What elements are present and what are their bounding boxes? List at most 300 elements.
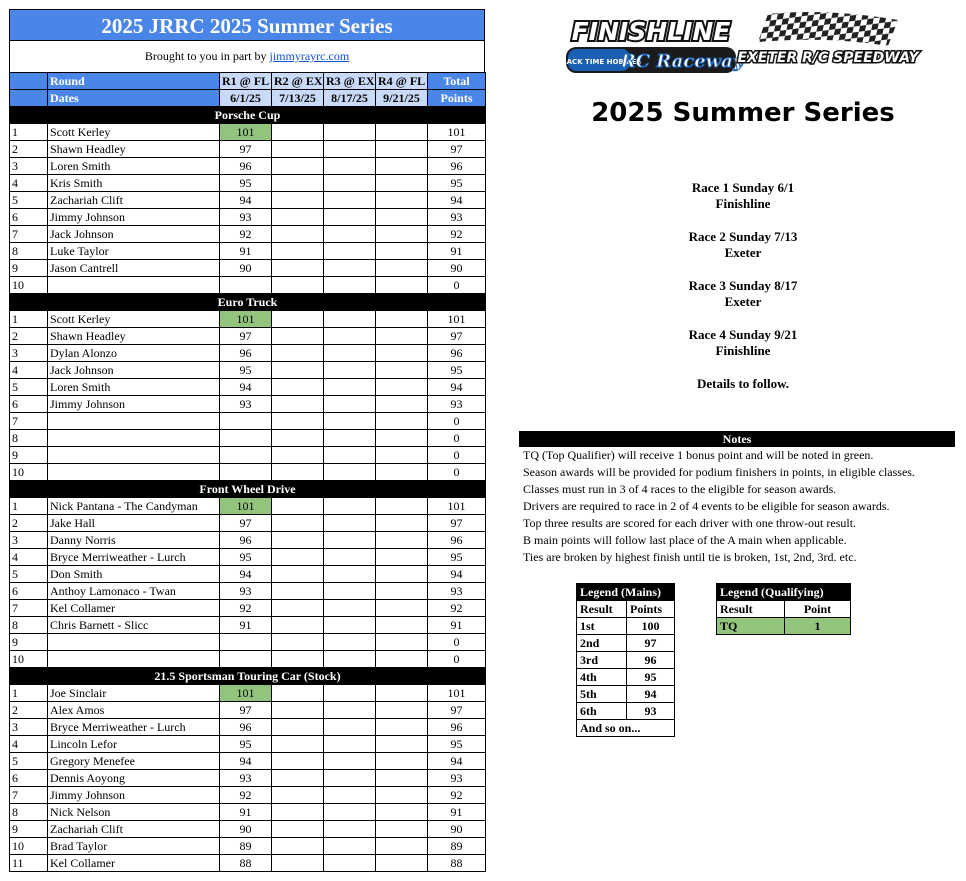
legend-result: 4th bbox=[577, 669, 627, 686]
driver-cell bbox=[48, 413, 220, 430]
driver-cell: Dylan Alonzo bbox=[48, 345, 220, 362]
r3-points-cell bbox=[324, 260, 376, 277]
r2-points-cell bbox=[272, 651, 324, 668]
table-row bbox=[10, 804, 486, 821]
r4-points-cell bbox=[376, 702, 428, 719]
race-item bbox=[520, 327, 966, 359]
driver-cell bbox=[48, 464, 220, 481]
r3-points-cell bbox=[324, 583, 376, 600]
driver-cell: Alex Amos bbox=[48, 702, 220, 719]
driver-cell: Lincoln Lefor bbox=[48, 736, 220, 753]
legend-result: 5th bbox=[577, 686, 627, 703]
race-date: Race 4 Sunday 9/21 bbox=[688, 327, 798, 342]
position-cell: 6 bbox=[10, 396, 48, 413]
r2-points-cell bbox=[272, 753, 324, 770]
round-r3: R3 @ EX bbox=[324, 73, 376, 90]
note-line: Ties are broken by highest finish until tie is broken, 1st, 2nd, 3rd. etc. bbox=[523, 550, 857, 564]
total-points-cell: 96 bbox=[428, 719, 486, 736]
driver-cell: Loren Smith bbox=[48, 379, 220, 396]
position-cell: 1 bbox=[10, 311, 48, 328]
r4-points-cell bbox=[376, 464, 428, 481]
table-row bbox=[10, 362, 486, 379]
total-points-cell: 0 bbox=[428, 464, 486, 481]
date-r3: 8/17/25 bbox=[324, 90, 376, 107]
r2-points-cell bbox=[272, 379, 324, 396]
table-row bbox=[10, 634, 486, 651]
table-row bbox=[10, 549, 486, 566]
driver-cell: Dennis Aoyong bbox=[48, 770, 220, 787]
standings-sheet bbox=[9, 9, 485, 872]
r3-points-cell bbox=[324, 464, 376, 481]
r2-points-cell bbox=[272, 685, 324, 702]
position-cell: 1 bbox=[10, 498, 48, 515]
table-row bbox=[10, 855, 486, 872]
section-header bbox=[10, 294, 486, 311]
sponsor-link[interactable]: jimmyrayrc.com bbox=[269, 49, 350, 63]
r3-points-cell bbox=[324, 124, 376, 141]
driver-cell: Don Smith bbox=[48, 566, 220, 583]
r2-points-cell bbox=[272, 855, 324, 872]
r1-points-cell: 93 bbox=[220, 209, 272, 226]
r2-points-cell bbox=[272, 430, 324, 447]
round-label: Round bbox=[48, 73, 220, 90]
r2-points-cell bbox=[272, 566, 324, 583]
driver-cell: Zachariah Clift bbox=[48, 192, 220, 209]
driver-cell: Bryce Merriweather - Lurch bbox=[48, 719, 220, 736]
total-points-cell: 95 bbox=[428, 362, 486, 379]
note-line: Drivers are required to race in 2 of 4 events to be eligible for season awards. bbox=[523, 499, 890, 513]
r3-points-cell bbox=[324, 175, 376, 192]
table-row bbox=[10, 328, 486, 345]
table-row bbox=[10, 753, 486, 770]
table-row bbox=[10, 260, 486, 277]
round-r4: R4 @ FL bbox=[376, 73, 428, 90]
table-row bbox=[10, 226, 486, 243]
total-points-cell: 101 bbox=[428, 498, 486, 515]
r1-points-cell: 101 bbox=[220, 124, 272, 141]
table-row bbox=[10, 158, 486, 175]
r1-points-cell: 96 bbox=[220, 345, 272, 362]
r4-points-cell bbox=[376, 141, 428, 158]
r1-points-cell bbox=[220, 651, 272, 668]
r4-points-cell bbox=[376, 804, 428, 821]
driver-cell: Jimmy Johnson bbox=[48, 787, 220, 804]
r2-points-cell bbox=[272, 260, 324, 277]
r4-points-cell bbox=[376, 175, 428, 192]
r1-points-cell: 93 bbox=[220, 770, 272, 787]
r4-points-cell bbox=[376, 787, 428, 804]
table-row bbox=[10, 175, 486, 192]
date-r1: 6/1/25 bbox=[220, 90, 272, 107]
r3-points-cell bbox=[324, 685, 376, 702]
r3-points-cell bbox=[324, 209, 376, 226]
r2-points-cell bbox=[272, 243, 324, 260]
r2-points-cell bbox=[272, 804, 324, 821]
r1-points-cell: 93 bbox=[220, 396, 272, 413]
r4-points-cell bbox=[376, 260, 428, 277]
r4-points-cell bbox=[376, 498, 428, 515]
r1-points-cell: 92 bbox=[220, 787, 272, 804]
driver-cell: Jason Cantrell bbox=[48, 260, 220, 277]
points-label: Points bbox=[428, 90, 486, 107]
note-line: Classes must run in 3 of 4 races to the eligible for season awards. bbox=[523, 482, 837, 496]
table-row bbox=[10, 345, 486, 362]
total-points-cell: 95 bbox=[428, 549, 486, 566]
dates-label: Dates bbox=[48, 90, 220, 107]
position-cell: 5 bbox=[10, 753, 48, 770]
r2-points-cell bbox=[272, 209, 324, 226]
r4-points-cell bbox=[376, 719, 428, 736]
r3-points-cell bbox=[324, 379, 376, 396]
total-points-cell: 0 bbox=[428, 447, 486, 464]
driver-cell: Bryce Merriweather - Lurch bbox=[48, 549, 220, 566]
table-row bbox=[10, 447, 486, 464]
position-cell: 7 bbox=[10, 226, 48, 243]
r3-points-cell bbox=[324, 600, 376, 617]
r3-points-cell bbox=[324, 719, 376, 736]
r2-points-cell bbox=[272, 447, 324, 464]
r1-points-cell bbox=[220, 464, 272, 481]
table-row bbox=[10, 736, 486, 753]
race-item bbox=[520, 229, 966, 261]
r1-points-cell: 96 bbox=[220, 719, 272, 736]
legend-mains-title: Legend (Mains) bbox=[577, 584, 675, 601]
driver-cell: Scott Kerley bbox=[48, 311, 220, 328]
r4-points-cell bbox=[376, 634, 428, 651]
r4-points-cell bbox=[376, 396, 428, 413]
total-points-cell: 101 bbox=[428, 685, 486, 702]
r4-points-cell bbox=[376, 736, 428, 753]
r4-points-cell bbox=[376, 770, 428, 787]
standings-table bbox=[9, 72, 486, 872]
r4-points-cell bbox=[376, 158, 428, 175]
driver-cell: Joe Sinclair bbox=[48, 685, 220, 702]
r2-points-cell bbox=[272, 396, 324, 413]
r1-points-cell: 94 bbox=[220, 192, 272, 209]
r4-points-cell bbox=[376, 549, 428, 566]
r2-points-cell bbox=[272, 175, 324, 192]
r3-points-cell bbox=[324, 566, 376, 583]
r1-points-cell: 101 bbox=[220, 685, 272, 702]
table-row bbox=[10, 787, 486, 804]
r3-points-cell bbox=[324, 498, 376, 515]
position-cell: 9 bbox=[10, 634, 48, 651]
position-cell: 2 bbox=[10, 515, 48, 532]
r4-points-cell bbox=[376, 413, 428, 430]
r1-points-cell: 91 bbox=[220, 243, 272, 260]
r1-points-cell: 97 bbox=[220, 515, 272, 532]
total-points-cell: 97 bbox=[428, 515, 486, 532]
r4-points-cell bbox=[376, 651, 428, 668]
date-r4: 9/21/25 bbox=[376, 90, 428, 107]
r2-points-cell bbox=[272, 532, 324, 549]
r3-points-cell bbox=[324, 413, 376, 430]
r3-points-cell bbox=[324, 430, 376, 447]
r1-points-cell: 94 bbox=[220, 753, 272, 770]
r2-points-cell bbox=[272, 158, 324, 175]
position-cell: 7 bbox=[10, 600, 48, 617]
driver-cell: Jake Hall bbox=[48, 515, 220, 532]
driver-cell: Shawn Headley bbox=[48, 141, 220, 158]
total-points-cell: 97 bbox=[428, 328, 486, 345]
position-cell: 6 bbox=[10, 209, 48, 226]
race-item bbox=[520, 278, 966, 310]
r1-points-cell: 94 bbox=[220, 379, 272, 396]
total-points-cell: 97 bbox=[428, 702, 486, 719]
r2-points-cell bbox=[272, 226, 324, 243]
legend-qualifying bbox=[716, 583, 851, 635]
driver-cell: Shawn Headley bbox=[48, 328, 220, 345]
r4-points-cell bbox=[376, 515, 428, 532]
r1-points-cell: 95 bbox=[220, 736, 272, 753]
r2-points-cell bbox=[272, 702, 324, 719]
driver-cell: Jack Johnson bbox=[48, 226, 220, 243]
section-header bbox=[10, 668, 486, 685]
r3-points-cell bbox=[324, 345, 376, 362]
sponsor-prefix: Brought to you in part by bbox=[144, 49, 270, 63]
position-cell: 1 bbox=[10, 685, 48, 702]
r2-points-cell bbox=[272, 141, 324, 158]
finishline-sponsor-text: TRACK TIME HOBBIES bbox=[556, 58, 642, 66]
table-row bbox=[10, 192, 486, 209]
r3-points-cell bbox=[324, 141, 376, 158]
note-line: TQ (Top Qualifier) will receive 1 bonus point and will be noted in green. bbox=[523, 448, 874, 462]
r4-points-cell bbox=[376, 532, 428, 549]
total-points-cell: 91 bbox=[428, 617, 486, 634]
legend-points: 97 bbox=[627, 635, 675, 652]
r4-points-cell bbox=[376, 617, 428, 634]
r4-points-cell bbox=[376, 226, 428, 243]
r1-points-cell: 96 bbox=[220, 532, 272, 549]
table-row bbox=[10, 413, 486, 430]
r2-points-cell bbox=[272, 277, 324, 294]
note-line: B main points will follow last place of the A main when applicable. bbox=[523, 533, 847, 547]
driver-cell: Zachariah Clift bbox=[48, 821, 220, 838]
legend-qual-col-point: Point bbox=[785, 601, 851, 618]
r1-points-cell: 93 bbox=[220, 583, 272, 600]
sponsor-line bbox=[9, 41, 485, 72]
driver-cell: Brad Taylor bbox=[48, 838, 220, 855]
r4-points-cell bbox=[376, 328, 428, 345]
table-row bbox=[10, 311, 486, 328]
position-cell: 5 bbox=[10, 379, 48, 396]
position-cell: 6 bbox=[10, 583, 48, 600]
r2-points-cell bbox=[272, 736, 324, 753]
race-date: Race 3 Sunday 8/17 bbox=[688, 278, 798, 293]
finishline-sub-text: RC Raceway bbox=[620, 51, 744, 72]
position-cell: 8 bbox=[10, 430, 48, 447]
r1-points-cell bbox=[220, 447, 272, 464]
total-points-cell: 88 bbox=[428, 855, 486, 872]
r1-points-cell: 91 bbox=[220, 617, 272, 634]
r2-points-cell bbox=[272, 464, 324, 481]
legend-qual-title: Legend (Qualifying) bbox=[717, 584, 851, 601]
r4-points-cell bbox=[376, 430, 428, 447]
total-points-cell: 0 bbox=[428, 413, 486, 430]
r4-points-cell bbox=[376, 277, 428, 294]
r4-points-cell bbox=[376, 855, 428, 872]
position-cell: 1 bbox=[10, 124, 48, 141]
table-row bbox=[10, 124, 486, 141]
dates-header-row bbox=[10, 90, 486, 107]
r1-points-cell: 95 bbox=[220, 549, 272, 566]
table-row bbox=[10, 719, 486, 736]
total-points-cell: 93 bbox=[428, 770, 486, 787]
total-points-cell: 0 bbox=[428, 277, 486, 294]
r2-points-cell bbox=[272, 124, 324, 141]
table-row bbox=[10, 209, 486, 226]
driver-cell: Scott Kerley bbox=[48, 124, 220, 141]
round-header-row bbox=[10, 73, 486, 90]
r2-points-cell bbox=[272, 583, 324, 600]
legend-mains-footer: And so on... bbox=[577, 720, 675, 737]
r3-points-cell bbox=[324, 617, 376, 634]
r1-points-cell: 97 bbox=[220, 702, 272, 719]
r3-points-cell bbox=[324, 651, 376, 668]
position-cell: 4 bbox=[10, 736, 48, 753]
r4-points-cell bbox=[376, 566, 428, 583]
total-points-cell: 91 bbox=[428, 804, 486, 821]
note-line: Season awards will be provided for podium finishers in points, in eligible classes. bbox=[523, 465, 915, 479]
r3-points-cell bbox=[324, 328, 376, 345]
notes-title: Notes bbox=[519, 431, 955, 447]
driver-cell: Loren Smith bbox=[48, 158, 220, 175]
driver-cell: Anthoy Lamonaco - Twan bbox=[48, 583, 220, 600]
table-row bbox=[10, 702, 486, 719]
r3-points-cell bbox=[324, 277, 376, 294]
total-points-cell: 94 bbox=[428, 379, 486, 396]
position-cell: 9 bbox=[10, 260, 48, 277]
r1-points-cell: 95 bbox=[220, 362, 272, 379]
r3-points-cell bbox=[324, 396, 376, 413]
r1-points-cell: 101 bbox=[220, 311, 272, 328]
legend-result: 2nd bbox=[577, 635, 627, 652]
r4-points-cell bbox=[376, 124, 428, 141]
table-row bbox=[10, 243, 486, 260]
position-cell: 4 bbox=[10, 362, 48, 379]
driver-cell: Kris Smith bbox=[48, 175, 220, 192]
total-points-cell: 92 bbox=[428, 787, 486, 804]
r4-points-cell bbox=[376, 583, 428, 600]
r4-points-cell bbox=[376, 243, 428, 260]
position-cell: 3 bbox=[10, 158, 48, 175]
r1-points-cell: 97 bbox=[220, 141, 272, 158]
r4-points-cell bbox=[376, 685, 428, 702]
driver-cell: Luke Taylor bbox=[48, 243, 220, 260]
note-line: Top three results are scored for each driver with one throw-out result. bbox=[523, 516, 857, 530]
driver-cell: Jack Johnson bbox=[48, 362, 220, 379]
total-points-cell: 95 bbox=[428, 736, 486, 753]
table-row bbox=[10, 685, 486, 702]
total-points-cell: 96 bbox=[428, 532, 486, 549]
position-cell: 5 bbox=[10, 566, 48, 583]
legend-mains bbox=[576, 583, 675, 737]
total-points-cell: 92 bbox=[428, 600, 486, 617]
legend-points: 94 bbox=[627, 686, 675, 703]
legend-qual-col-result: Result bbox=[717, 601, 785, 618]
race-date: Race 1 Sunday 6/1 bbox=[691, 180, 795, 195]
total-points-cell: 101 bbox=[428, 124, 486, 141]
date-r2: 7/13/25 bbox=[272, 90, 324, 107]
race-venue: Finishline bbox=[715, 196, 771, 211]
driver-cell: Kel Collamer bbox=[48, 600, 220, 617]
driver-cell: Jimmy Johnson bbox=[48, 396, 220, 413]
total-points-cell: 91 bbox=[428, 243, 486, 260]
total-points-cell: 95 bbox=[428, 175, 486, 192]
r3-points-cell bbox=[324, 787, 376, 804]
total-points-cell: 89 bbox=[428, 838, 486, 855]
total-points-cell: 0 bbox=[428, 430, 486, 447]
r1-points-cell: 91 bbox=[220, 804, 272, 821]
race-venue: Exeter bbox=[724, 245, 762, 260]
race-date: Race 2 Sunday 7/13 bbox=[688, 229, 798, 244]
r2-points-cell bbox=[272, 821, 324, 838]
table-row bbox=[10, 617, 486, 634]
section-title: 21.5 Sportsman Touring Car (Stock) bbox=[10, 668, 486, 685]
table-row bbox=[10, 464, 486, 481]
position-cell: 9 bbox=[10, 821, 48, 838]
r1-points-cell: 89 bbox=[220, 838, 272, 855]
table-row bbox=[10, 566, 486, 583]
legend-result: 1st bbox=[577, 618, 627, 635]
driver-cell: Danny Norris bbox=[48, 532, 220, 549]
r2-points-cell bbox=[272, 192, 324, 209]
total-points-cell: 94 bbox=[428, 753, 486, 770]
position-cell: 9 bbox=[10, 447, 48, 464]
round-r2: R2 @ EX bbox=[272, 73, 324, 90]
position-cell: 2 bbox=[10, 141, 48, 158]
section-header bbox=[10, 481, 486, 498]
position-cell: 4 bbox=[10, 549, 48, 566]
legend-mains-col-result: Result bbox=[577, 601, 627, 618]
table-row bbox=[10, 838, 486, 855]
finishline-logo-text: FINISHLINE bbox=[571, 17, 731, 46]
series-title: 2025 Summer Series bbox=[591, 98, 895, 128]
legend-points: 93 bbox=[627, 703, 675, 720]
table-row bbox=[10, 583, 486, 600]
r2-points-cell bbox=[272, 413, 324, 430]
total-points-cell: 96 bbox=[428, 345, 486, 362]
r4-points-cell bbox=[376, 379, 428, 396]
r3-points-cell bbox=[324, 821, 376, 838]
driver-cell: Nick Nelson bbox=[48, 804, 220, 821]
r1-points-cell: 92 bbox=[220, 226, 272, 243]
table-row bbox=[10, 532, 486, 549]
position-cell: 8 bbox=[10, 804, 48, 821]
total-points-cell: 97 bbox=[428, 141, 486, 158]
r1-points-cell bbox=[220, 277, 272, 294]
r2-points-cell bbox=[272, 770, 324, 787]
position-cell: 3 bbox=[10, 532, 48, 549]
exeter-logo-text: EXETER R/C SPEEDWAY bbox=[737, 50, 919, 66]
r3-points-cell bbox=[324, 855, 376, 872]
sheet-title: 2025 JRRC 2025 Summer Series bbox=[9, 9, 485, 41]
section-title: Porsche Cup bbox=[10, 107, 486, 124]
driver-cell: Chris Barnett - Slicc bbox=[48, 617, 220, 634]
exeter-logo bbox=[737, 12, 919, 82]
r2-points-cell bbox=[272, 719, 324, 736]
position-cell: 6 bbox=[10, 770, 48, 787]
driver-cell: Gregory Menefee bbox=[48, 753, 220, 770]
driver-cell: Nick Pantana - The Candyman bbox=[48, 498, 220, 515]
r3-points-cell bbox=[324, 447, 376, 464]
section-header bbox=[10, 107, 486, 124]
total-points-cell: 90 bbox=[428, 260, 486, 277]
position-cell: 10 bbox=[10, 651, 48, 668]
r2-points-cell bbox=[272, 498, 324, 515]
driver-cell: Jimmy Johnson bbox=[48, 209, 220, 226]
r1-points-cell bbox=[220, 430, 272, 447]
